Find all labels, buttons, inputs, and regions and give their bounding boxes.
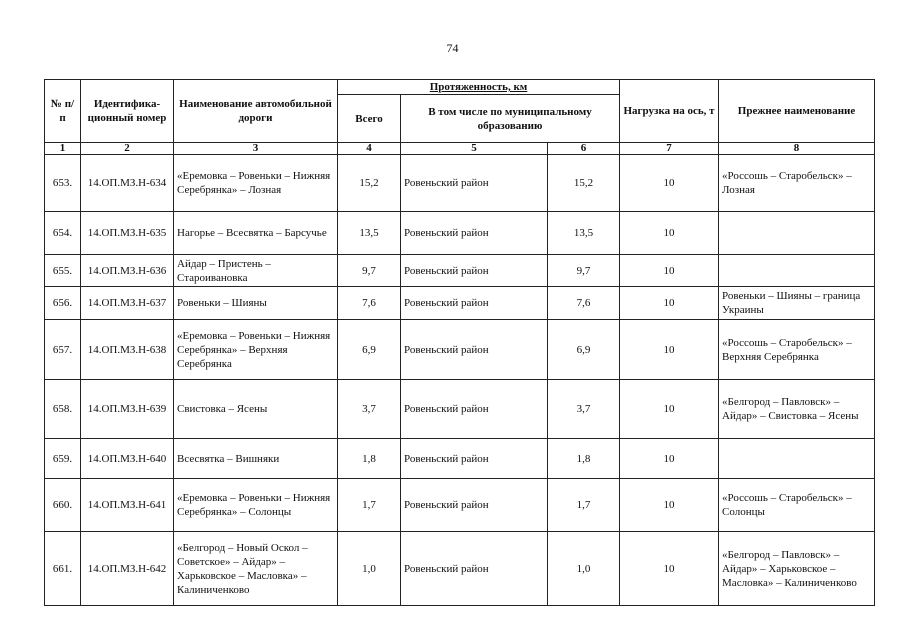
row-total: 15,2 [338, 155, 401, 212]
row-name: «Еремовка – Ровеньки – Нижняя Серебрянка» – Лозная [174, 155, 338, 212]
row-total: 6,9 [338, 320, 401, 380]
row-district: Ровеньский район [401, 287, 548, 320]
row-total: 1,8 [338, 439, 401, 479]
col-number: 8 [719, 143, 875, 155]
row-load: 10 [620, 212, 719, 255]
table-row [45, 255, 875, 287]
row-district-length: 1,8 [548, 439, 620, 479]
row-name: «Еремовка – Ровеньки – Нижняя Серебрянка» – Верхняя Серебрянка [174, 320, 338, 380]
row-district-length: 13,5 [548, 212, 620, 255]
row-num: 656. [45, 287, 81, 320]
row-num: 655. [45, 255, 81, 287]
row-id: 14.ОП.МЗ.Н-639 [81, 380, 174, 439]
row-num: 659. [45, 439, 81, 479]
row-id: 14.ОП.МЗ.Н-642 [81, 532, 174, 606]
row-prev: «Россошь – Старобельск» – Верхняя Серебрянка [719, 320, 875, 380]
row-district-length: 9,7 [548, 255, 620, 287]
row-prev [719, 439, 875, 479]
row-district: Ровеньский район [401, 212, 548, 255]
row-total: 9,7 [338, 255, 401, 287]
header-total: Всего [338, 95, 401, 143]
row-id: 14.ОП.МЗ.Н-635 [81, 212, 174, 255]
header-incl: В том числе по муниципальному образованию [401, 95, 620, 143]
row-district: Ровеньский район [401, 255, 548, 287]
row-district: Ровеньский район [401, 320, 548, 380]
row-name: Ровеньки – Шияны [174, 287, 338, 320]
row-name: Свистовка – Ясены [174, 380, 338, 439]
row-district: Ровеньский район [401, 380, 548, 439]
row-id: 14.ОП.МЗ.Н-638 [81, 320, 174, 380]
row-name: «Еремовка – Ровеньки – Нижняя Серебрянка» – Солонцы [174, 479, 338, 532]
table-row [45, 479, 875, 532]
row-load: 10 [620, 255, 719, 287]
row-id: 14.ОП.МЗ.Н-637 [81, 287, 174, 320]
row-id: 14.ОП.МЗ.Н-636 [81, 255, 174, 287]
row-load: 10 [620, 439, 719, 479]
row-district: Ровеньский район [401, 155, 548, 212]
row-district-length: 1,0 [548, 532, 620, 606]
row-name: Нагорье – Всесвятка – Барсучье [174, 212, 338, 255]
row-district: Ровеньский район [401, 439, 548, 479]
row-load: 10 [620, 479, 719, 532]
row-prev [719, 212, 875, 255]
row-id: 14.ОП.МЗ.Н-641 [81, 479, 174, 532]
row-num: 654. [45, 212, 81, 255]
col-number: 1 [45, 143, 81, 155]
row-load: 10 [620, 155, 719, 212]
table-row [45, 532, 875, 606]
table-row [45, 320, 875, 380]
page-number: 74 [446, 41, 459, 55]
header-num: № п/п [45, 80, 81, 143]
row-prev: «Россошь – Старобельск» – Солонцы [719, 479, 875, 532]
header-load: Нагрузка на ось, т [620, 80, 719, 143]
row-load: 10 [620, 320, 719, 380]
col-number: 3 [174, 143, 338, 155]
row-total: 1,0 [338, 532, 401, 606]
row-name: Айдар – Пристень – Староивановка [174, 255, 338, 287]
row-district-length: 7,6 [548, 287, 620, 320]
row-prev: «Белгород – Павловск» – Айдар» – Харьковское – Масловка» – Калиниченково [719, 532, 875, 606]
row-num: 653. [45, 155, 81, 212]
col-number: 7 [620, 143, 719, 155]
row-prev: «Белгород – Павловск» – Айдар» – Свистовка – Ясены [719, 380, 875, 439]
col-number: 5 [401, 143, 548, 155]
row-district: Ровеньский район [401, 532, 548, 606]
row-prev: Ровеньки – Шияны – граница Украины [719, 287, 875, 320]
row-name: «Белгород – Новый Оскол – Советское» – Айдар» – Харьковское – Масловка» – Калиниченково [174, 532, 338, 606]
row-num: 658. [45, 380, 81, 439]
row-id: 14.ОП.МЗ.Н-634 [81, 155, 174, 212]
row-load: 10 [620, 287, 719, 320]
row-prev [719, 255, 875, 287]
row-num: 660. [45, 479, 81, 532]
header-prev: Прежнее наименование [719, 80, 875, 143]
row-district-length: 1,7 [548, 479, 620, 532]
row-district-length: 6,9 [548, 320, 620, 380]
row-load: 10 [620, 380, 719, 439]
row-district-length: 15,2 [548, 155, 620, 212]
row-load: 10 [620, 532, 719, 606]
row-total: 13,5 [338, 212, 401, 255]
col-number: 6 [548, 143, 620, 155]
row-num: 661. [45, 532, 81, 606]
table-row [45, 212, 875, 255]
row-district-length: 3,7 [548, 380, 620, 439]
col-number: 2 [81, 143, 174, 155]
table-row [45, 439, 875, 479]
roads-table [44, 79, 875, 606]
header-length-group: Протяженность, км [338, 80, 620, 95]
row-id: 14.ОП.МЗ.Н-640 [81, 439, 174, 479]
table-row [45, 155, 875, 212]
header-name: Наименование автомобильной дороги [174, 80, 338, 143]
table-row [45, 380, 875, 439]
row-name: Всесвятка – Вишняки [174, 439, 338, 479]
row-prev: «Россошь – Старобельск» – Лозная [719, 155, 875, 212]
col-number: 4 [338, 143, 401, 155]
row-district: Ровеньский район [401, 479, 548, 532]
row-total: 7,6 [338, 287, 401, 320]
row-total: 3,7 [338, 380, 401, 439]
row-num: 657. [45, 320, 81, 380]
table-row [45, 287, 875, 320]
header-id: Идентифика- ционный номер [81, 80, 174, 143]
row-total: 1,7 [338, 479, 401, 532]
